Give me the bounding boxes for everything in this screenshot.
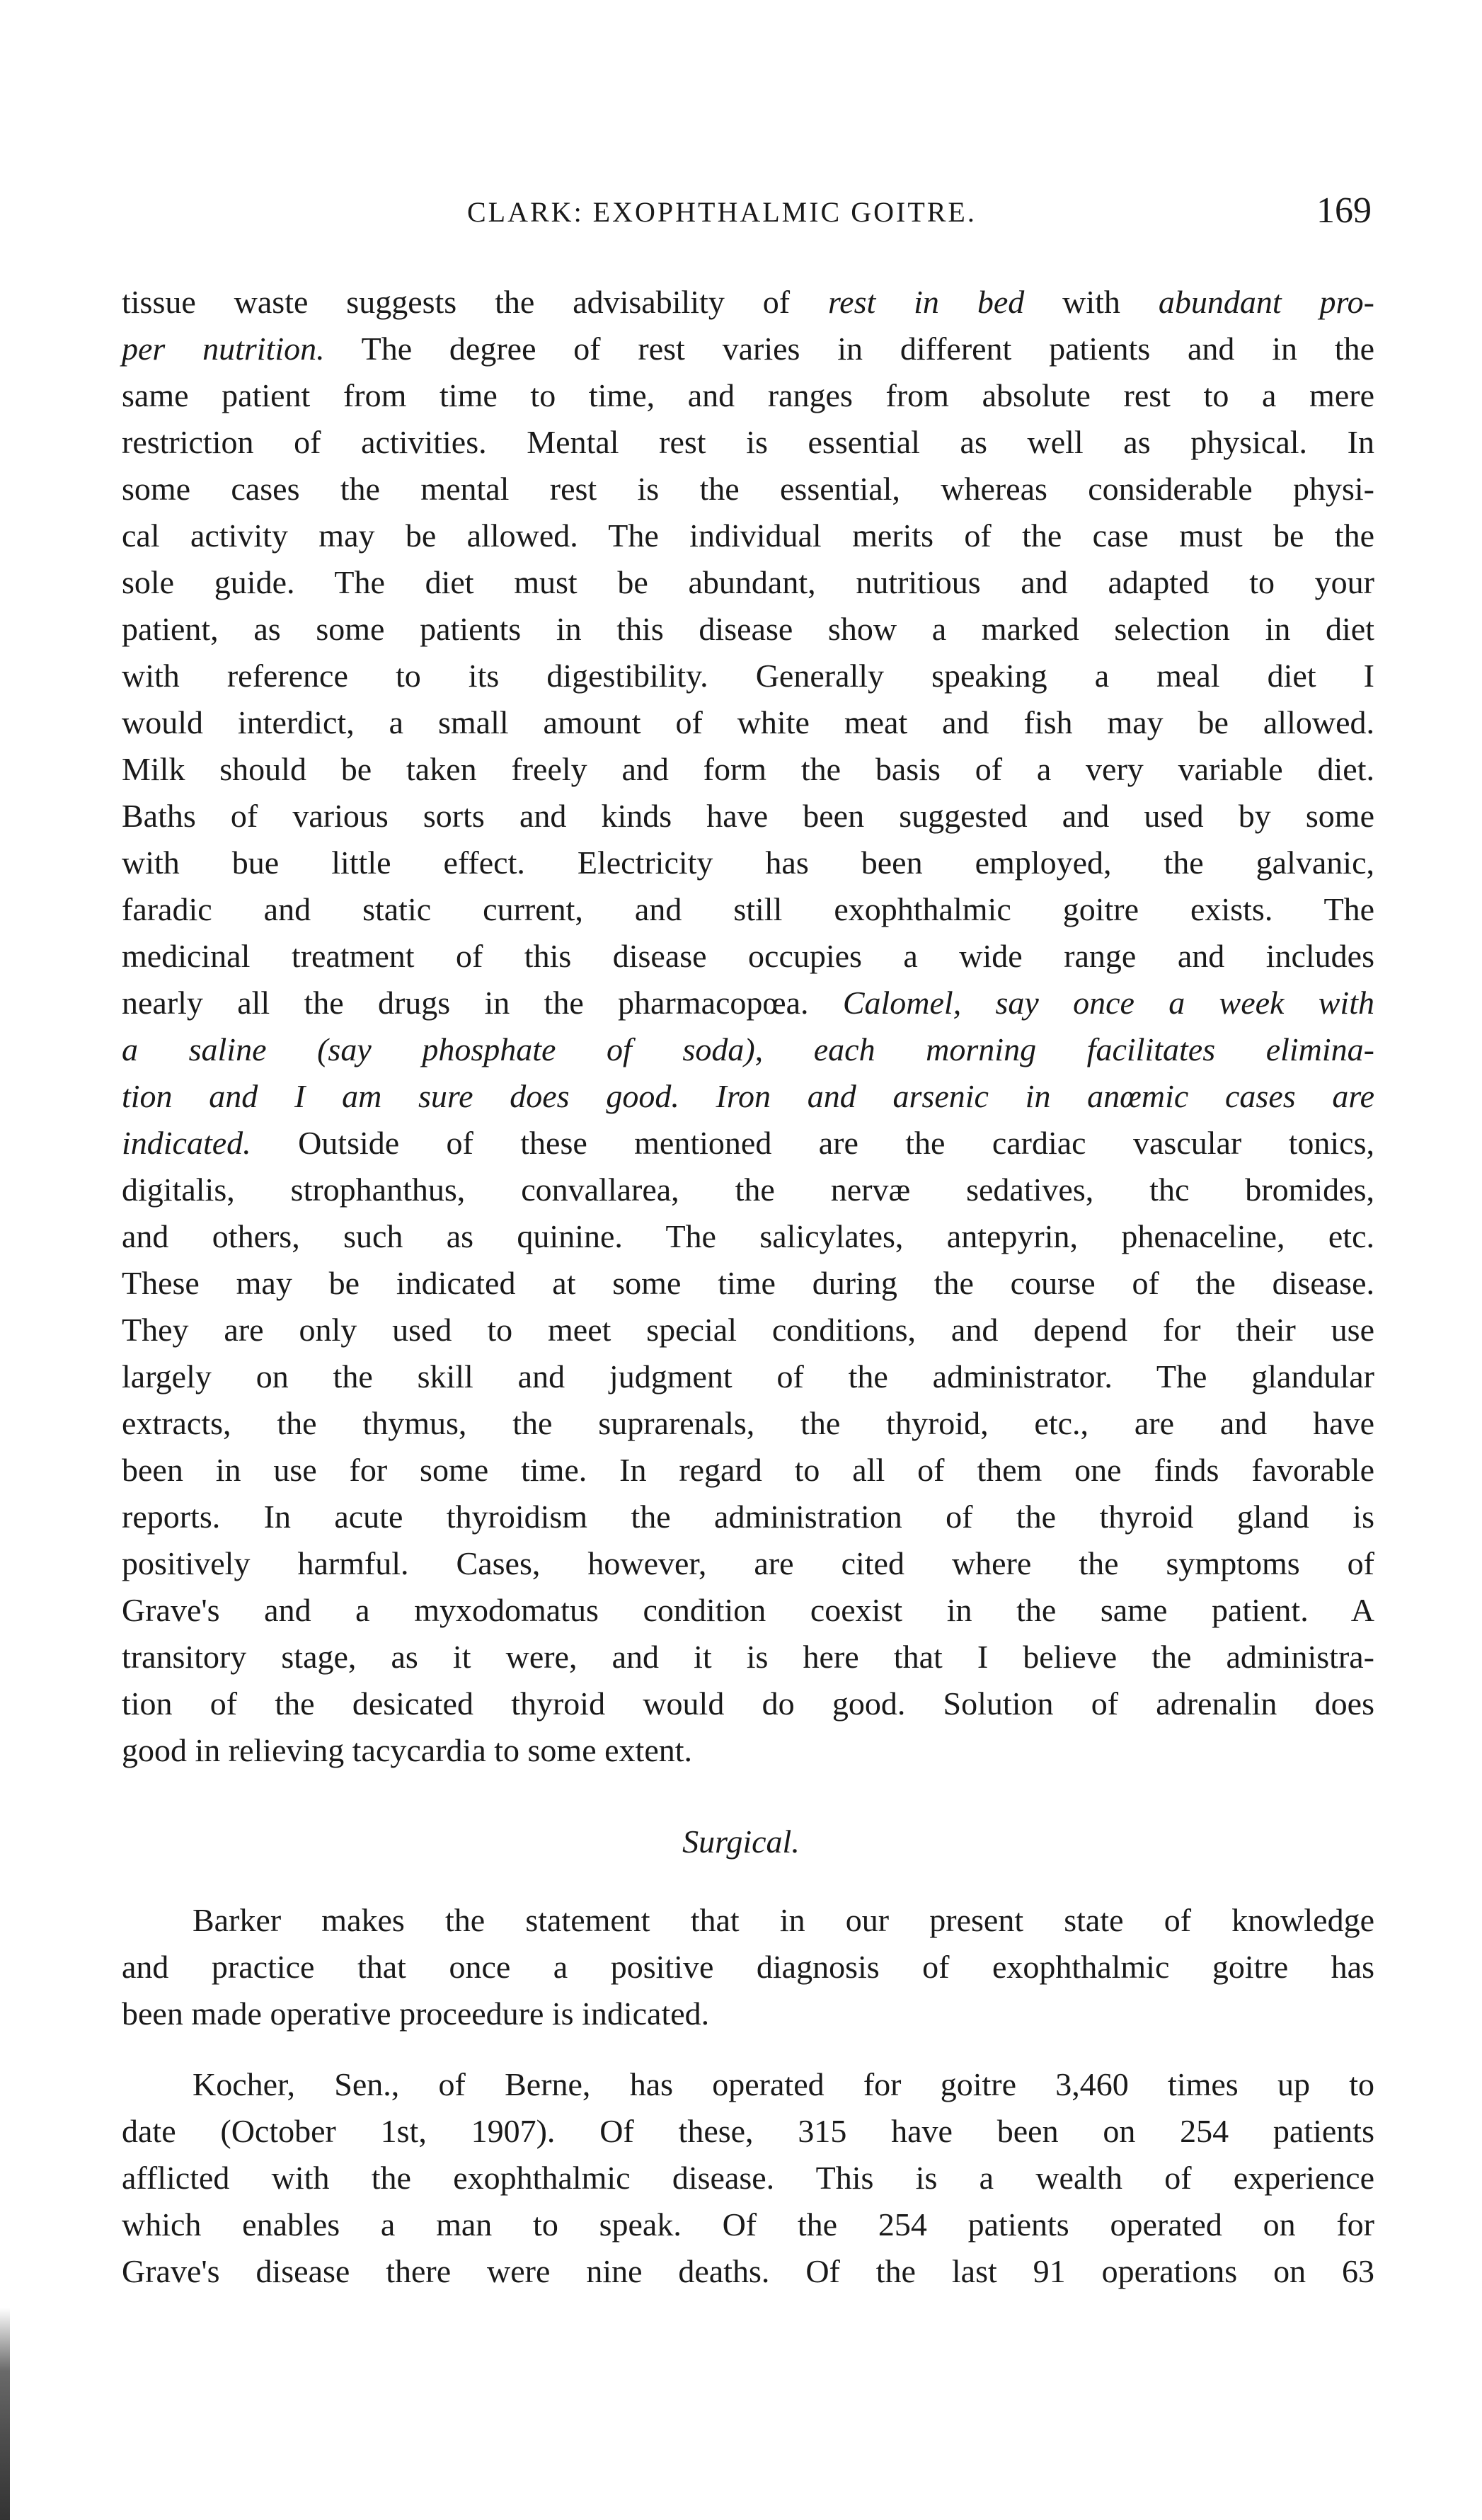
text-line: would interdict, a small amount of white meat and fish may be allowed. bbox=[122, 704, 1374, 740]
text-line: faradic and static current, and still exophthalmic goitre exists. The bbox=[122, 891, 1374, 927]
page-number: 169 bbox=[1316, 190, 1372, 231]
text-line: These may be indicated at some time during the course of the disease. bbox=[122, 1265, 1374, 1301]
text-line: digitalis, strophanthus, convallarea, the nervæ sedatives, thc bromides, bbox=[122, 1172, 1374, 1208]
text-line: with bue little effect. Electricity has been employed, the galvanic, bbox=[122, 844, 1374, 881]
text-line: Milk should be taken freely and form the basis of a very variable diet. bbox=[122, 751, 1374, 787]
text-line: patient, as some patients in this disease show a marked selection in diet bbox=[122, 611, 1374, 647]
text-line: date (October 1st, 1907). Of these, 315 have been on 254 patients bbox=[122, 2113, 1374, 2149]
text-line: some cases the mental rest is the essential, whereas considerable physi- bbox=[122, 471, 1374, 507]
text-line: tion of the desicated thyroid would do good. Solution of adrenalin does bbox=[122, 1685, 1374, 1722]
text-line: with reference to its digestibility. Generally speaking a meal diet I bbox=[122, 658, 1374, 694]
text-line: which enables a man to speak. Of the 254 patients operated on for bbox=[122, 2206, 1374, 2243]
text-line: indicated. Outside of these mentioned are the cardiac vascular tonics, bbox=[122, 1125, 1374, 1161]
text-line: nearly all the drugs in the pharmacopœa. Calomel, say once a week with bbox=[122, 985, 1374, 1021]
text-line: restriction of activities. Mental rest is essential as well as physical. In bbox=[122, 424, 1374, 460]
text-line: been in use for some time. In regard to all of them one finds favorable bbox=[122, 1452, 1374, 1488]
paragraph-barker bbox=[122, 1897, 1374, 2037]
paragraph-kocher bbox=[122, 2061, 1374, 2295]
text-line: tion and I am sure does good. Iron and arsenic in anœmic cases are bbox=[122, 1078, 1374, 1114]
text-line: and others, such as quinine. The salicylates, antepyrin, phenaceline, etc. bbox=[122, 1218, 1374, 1254]
text-line: tissue waste suggests the advisability of rest in bed with abundant pro- bbox=[122, 284, 1375, 320]
text-line: largely on the skill and judgment of the administrator. The glandular bbox=[122, 1358, 1374, 1394]
text-line: medicinal treatment of this disease occupies a wide range and includes bbox=[122, 938, 1374, 974]
text-line: a saline (say phosphate of soda), each morning facilitates elimina- bbox=[122, 1031, 1375, 1067]
text-line: sole guide. The diet must be abundant, nutritious and adapted to your bbox=[122, 564, 1374, 600]
text-line: Grave's disease there were nine deaths. Of the last 91 operations on 63 bbox=[122, 2253, 1374, 2289]
binding-edge-mark bbox=[0, 2308, 10, 2520]
text-line: Grave's and a myxodomatus condition coexist in the same patient. A bbox=[122, 1592, 1374, 1628]
text-line: Kocher, Sen., of Berne, has operated for goitre 3,460 times up to bbox=[193, 2066, 1374, 2102]
text-line: been made operative proceedure is indicated. bbox=[122, 1995, 710, 2032]
text-line: extracts, the thymus, the suprarenals, the thyroid, etc., are and have bbox=[122, 1405, 1374, 1441]
text-line: and practice that once a positive diagnosis of exophthalmic goitre has bbox=[122, 1949, 1374, 1985]
text-line: Baths of various sorts and kinds have been suggested and used by some bbox=[122, 798, 1374, 834]
text-line: reports. In acute thyroidism the administration of the thyroid gland is bbox=[122, 1499, 1374, 1535]
text-line: per nutrition. The degree of rest varies in different patients and in the bbox=[122, 331, 1374, 367]
running-title: CLARK: EXOPHTHALMIC GOITRE. bbox=[467, 196, 977, 228]
section-heading-surgical: Surgical. bbox=[682, 1823, 800, 1860]
text-line: Barker makes the statement that in our present state of knowledge bbox=[193, 1902, 1374, 1938]
text-line: cal activity may be allowed. The individual merits of the case must be the bbox=[122, 517, 1374, 554]
text-line: same patient from time to time, and ranges from absolute rest to a mere bbox=[122, 377, 1374, 413]
paragraph-medical-treatment bbox=[122, 279, 1374, 1774]
text-line: They are only used to meet special conditions, and depend for their use bbox=[122, 1312, 1374, 1348]
text-line: transitory stage, as it were, and it is here that I believe the administra- bbox=[122, 1639, 1374, 1675]
text-line: afflicted with the exophthalmic disease. This is a wealth of experience bbox=[122, 2160, 1374, 2196]
text-line: good in relieving tacycardia to some extent. bbox=[122, 1732, 693, 1768]
text-line: positively harmful. Cases, however, are cited where the symptoms of bbox=[122, 1545, 1374, 1581]
running-head bbox=[0, 190, 1482, 246]
